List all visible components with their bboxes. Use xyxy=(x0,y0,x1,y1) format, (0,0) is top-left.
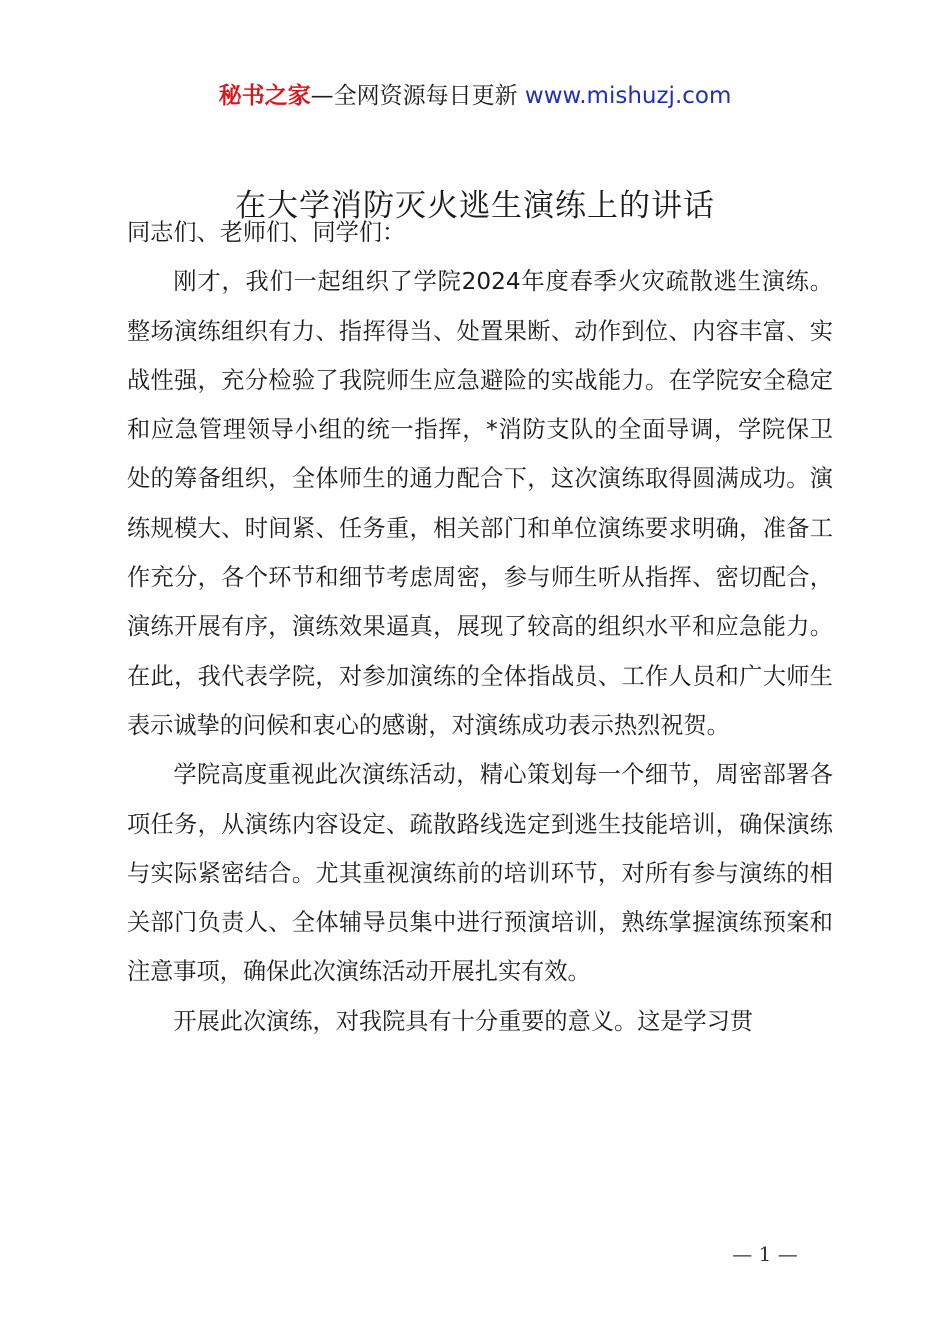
body-paragraph: 学院高度重视此次演练活动，精心策划每一个细节，周密部署各项任务，从演练内容设定、疏散路线选定到逃生技能培训，确保演练与实际紧密结合。尤其重视演练前的培训环节，对所有参与演练的相关部门负责人、全体辅导员集中进行预演培训，熟练掌握演练预案和注意事项，确保此次演练活动开展扎实有效。 xyxy=(127,761,833,986)
body-paragraph: 刚才，我们一起组织了学院2024年度春季火灾疏散逃生演练。整场演练组织有力、指挥得当、处置果断、动作到位、内容丰富、实战性强，充分检验了我院师生应急避险的实战能力。在学院安全稳定和应急管理领导小组的统一指挥，*消防支队的全面导调，学院保卫处的筹备组织，全体师生的通力配合下，这次演练取得圆满成功。演练规模大、时间紧、任务重，相关部门和单位演练要求明确，准备工作充分，各个环节和细节考虑周密，参与师生听从指挥、密切配合，演练开展有序，演练效果逼真，展现了较高的组织水平和应急能力。在此，我代表学院，对参加演练的全体指战员、工作人员和广大师生表示诚挚的问候和衷心的感谢，对演练成功表示热烈祝贺。 xyxy=(127,268,833,739)
document-body xyxy=(127,208,833,1046)
page-number: — 1 — xyxy=(732,1242,798,1266)
document-title: 在大学消防灭火逃生演练上的讲话 xyxy=(235,188,715,224)
site-slogan: —全网资源每日更新 xyxy=(310,83,518,109)
body-paragraph: 开展此次演练，对我院具有十分重要的意义。这是学习贯 xyxy=(173,1007,754,1035)
salutation: 同志们、老师们、同学们： xyxy=(127,219,406,246)
site-header xyxy=(0,80,950,112)
site-brand: 秘书之家 xyxy=(218,83,311,109)
site-url-link[interactable]: www.mishuzj.com xyxy=(524,83,732,109)
